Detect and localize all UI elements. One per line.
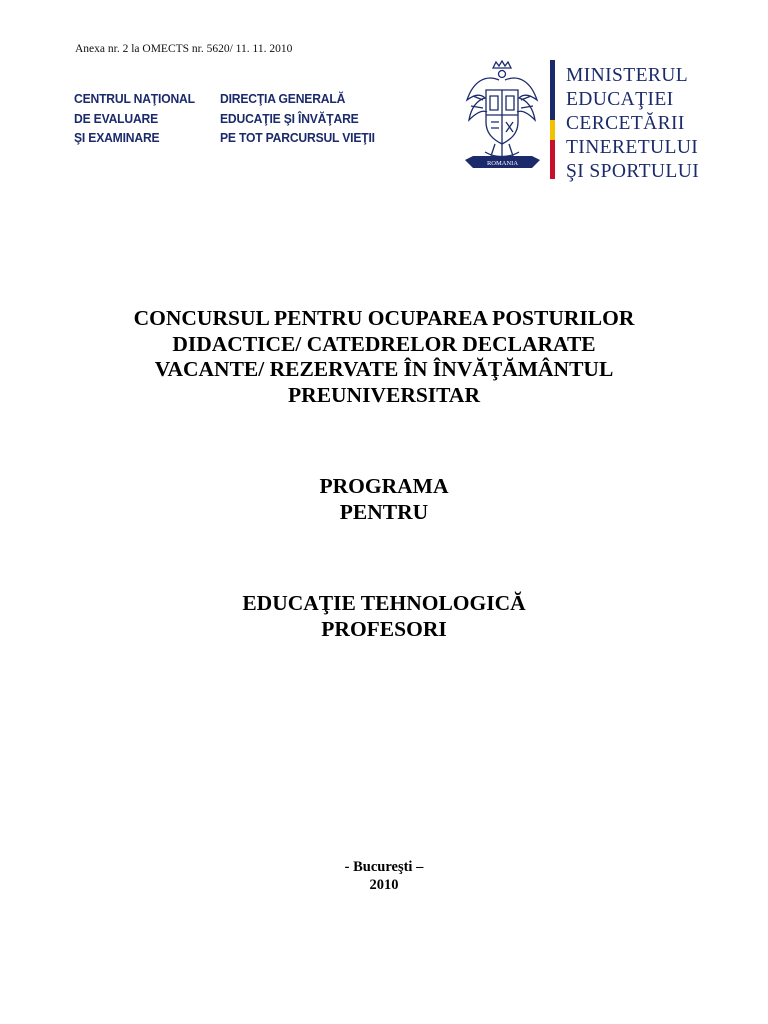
- ministry-line: TINERETULUI: [566, 137, 699, 158]
- annex-reference: Anexa nr. 2 la OMECTS nr. 5620/ 11. 11. 2010: [75, 43, 293, 55]
- institution-cnee: [74, 89, 195, 148]
- institution-cnee-line: ŞI EXAMINARE: [74, 130, 160, 145]
- ministry-line: CERCETĂRII: [566, 113, 685, 134]
- program-heading: [0, 474, 768, 525]
- flag-stripe-red: [550, 140, 555, 179]
- crest-banner-text: ROMANIA: [486, 160, 519, 167]
- title-line: DIDACTICE/ CATEDRELOR DECLARATE: [172, 331, 596, 356]
- institution-cnee-line: DE EVALUARE: [74, 110, 159, 126]
- title-line: CONCURSUL PENTRU OCUPAREA POSTURILOR: [133, 306, 635, 330]
- document-title: [0, 306, 768, 408]
- institution-dgeiptv: [220, 89, 375, 148]
- ministry-line: EDUCAŢIEI: [566, 89, 674, 110]
- flag-stripe-blue: [550, 60, 555, 120]
- institution-dgeiptv-line: EDUCAŢIE ŞI ÎNVĂŢARE: [220, 110, 359, 126]
- title-line: PREUNIVERSITAR: [288, 382, 480, 407]
- ministry-name: [566, 64, 699, 184]
- institution-dgeiptv-line: DIRECŢIA GENERALĂ: [220, 91, 346, 106]
- subject-heading: [0, 591, 768, 642]
- romania-coat-of-arms-icon: [455, 60, 550, 178]
- subject-line: PROFESORI: [321, 616, 447, 641]
- institution-cnee-line: CENTRUL NAŢIONAL: [74, 91, 195, 106]
- title-line: VACANTE/ REZERVATE ÎN ÎNVĂŢĂMÂNTUL: [154, 357, 614, 381]
- place-name: - Bucureşti –: [344, 859, 424, 875]
- ministry-line: ŞI SPORTULUI: [566, 161, 700, 182]
- flag-stripe-yellow: [550, 120, 555, 140]
- program-line: PENTRU: [339, 499, 429, 524]
- program-line: PROGRAMA: [319, 474, 449, 498]
- subject-line: EDUCAŢIE TEHNOLOGICĂ: [242, 591, 526, 615]
- place-and-year: [0, 859, 768, 894]
- year: 2010: [369, 876, 399, 893]
- ministry-line: MINISTERUL: [566, 65, 689, 86]
- institution-dgeiptv-line: PE TOT PARCURSUL VIEŢII: [220, 130, 375, 145]
